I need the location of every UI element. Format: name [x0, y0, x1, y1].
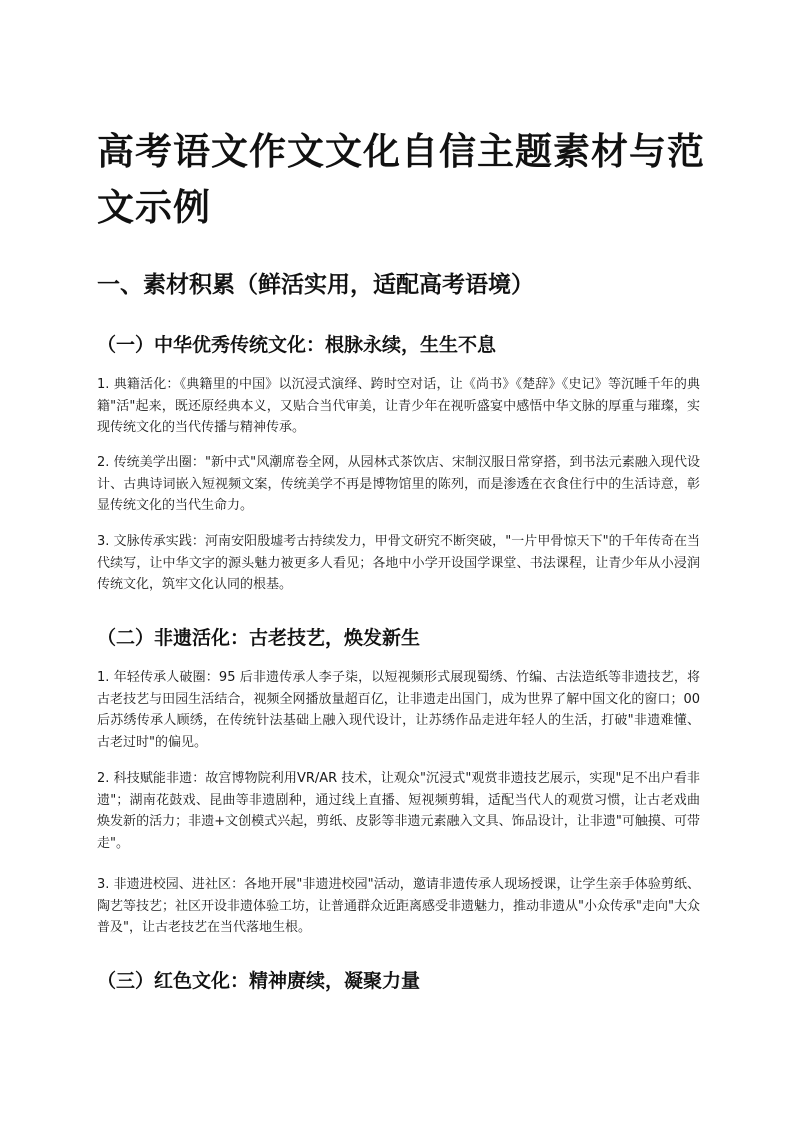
subsection-heading-intangible-heritage: （二）非遗活化：古老技艺，焕发新生 [97, 627, 421, 649]
paragraph-cultural-heritage-practice: 3. 文脉传承实践：河南安阳殷墟考古持续发力，甲骨文研究不断突破，"一片甲骨惊天下"的千年传奇在当代续写，让中华文字的源头魅力被更多人看见；各地中小学开设国学课堂、书法课程，让青少年从小浸润传统文化，筑牢文化认同的根基。 [97, 534, 700, 593]
document-title: 高考语文作文文化自信主题素材与范文示例 [97, 130, 705, 229]
paragraph-heritage-in-schools: 3. 非遗进校园、进社区：各地开展"非遗进校园"活动，邀请非遗传承人现场授课，让学生亲手体验剪纸、陶艺等技艺；社区开设非遗体验工坊，让普通群众近距离感受非遗魅力，推动非遗从"小众传承"走向"大众普及"，让古老技艺在当代落地生根。 [97, 877, 700, 936]
paragraph-tech-empowered-heritage: 2. 科技赋能非遗：故宫博物院利用VR/AR 技术，让观众"沉浸式"观赏非遗技艺展示，实现"足不出户看非遗"；湖南花鼓戏、昆曲等非遗剧种，通过线上直播、短视频剪辑，适配当代人的观赏习惯，让古老戏曲焕发新的活力；非遗+文创模式兴起，剪纸、皮影等非遗元素融入文具、饰品设计，让非遗"可触摸、可带走"。 [97, 771, 700, 851]
paragraph-young-inheritors: 1. 年轻传承人破圈：95 后非遗传承人李子柒，以短视频形式展现蜀绣、竹编、古法造纸等非遗技艺，将古老技艺与田园生活结合，视频全网播放量超百亿，让非遗走出国门，成为世界了解中国文化的窗口；00 后苏绣传承人顾绣，在传统针法基础上融入现代设计，让苏绣作品走进年轻人的生活，打破"非遗难懂、古老过时"的偏见。 [97, 670, 700, 750]
subsection-heading-traditional-culture: （一）中华优秀传统文化：根脉永续，生生不息 [97, 334, 497, 356]
section-heading-materials: 一、素材积累（鲜活实用，适配高考语境） [97, 272, 534, 298]
paragraph-traditional-aesthetics: 2. 传统美学出圈："新中式"风潮席卷全网，从园林式茶饮店、宋制汉服日常穿搭，到书法元素融入现代设计、古典诗词嵌入短视频文案，传统美学不再是博物馆里的陈列，而是渗透在衣食住行中的生活诗意，彰显传统文化的当代生命力。 [97, 455, 700, 514]
subsection-heading-red-culture: （三）红色文化：精神赓续，凝聚力量 [97, 970, 421, 992]
paragraph-classics-revival: 1. 典籍活化：《典籍里的中国》以沉浸式演绎、跨时空对话，让《尚书》《楚辞》《史记》等沉睡千年的典籍"活"起来，既还原经典本义，又贴合当代审美，让青少年在视听盛宴中感悟中华文脉的厚重与璀璨，实现传统文化的当代传播与精神传承。 [97, 377, 700, 436]
